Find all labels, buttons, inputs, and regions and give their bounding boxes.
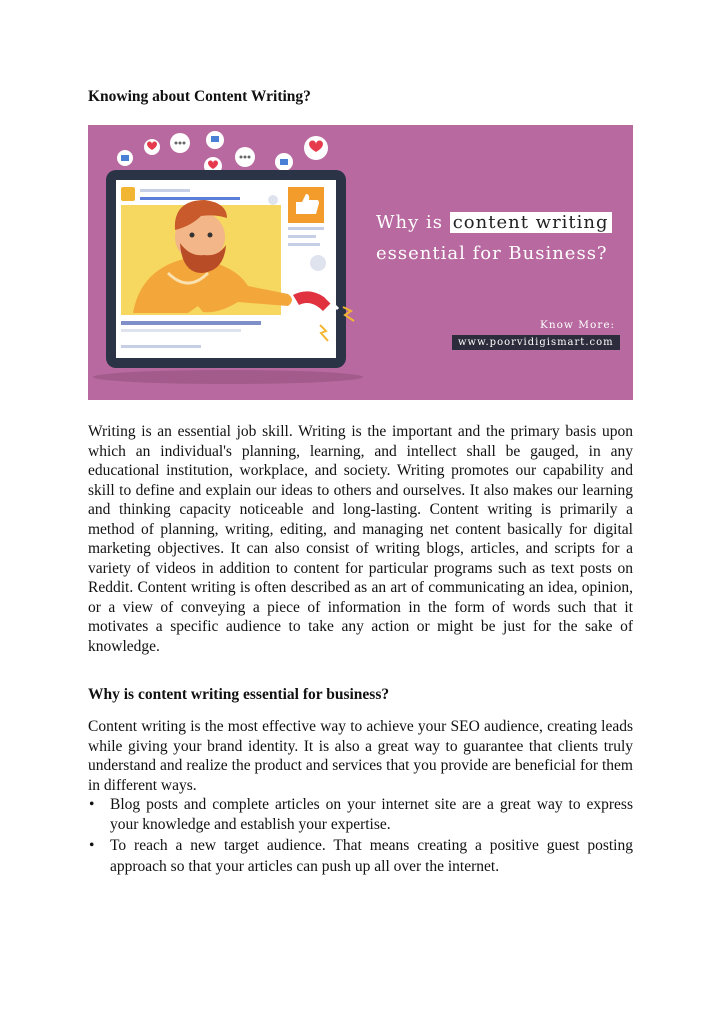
list-item <box>88 835 633 877</box>
bullet-icon: • <box>89 837 95 854</box>
section-heading: Why is content writing essential for business? <box>88 686 390 703</box>
banner-title-prefix: Why is <box>376 212 443 233</box>
page-title: Knowing about Content Writing? <box>88 88 311 105</box>
list-item-text: Blog posts and complete articles on your internet site are a great way to express your knowledge and establish your expertise. <box>110 796 633 833</box>
benefit-list <box>88 795 633 878</box>
list-item <box>88 795 633 834</box>
section-paragraph: Content writing is the most effective way to achieve your SEO audience, creating leads while giving your brand identity. It is also a great way to guarantee that clients truly understand and realize the product and services that you provide are beneficial for them in different ways. <box>88 718 633 794</box>
list-item-text: To reach a new target audience. That means creating a positive guest posting approach so that your articles can push up all over the internet. <box>110 837 633 875</box>
banner-image <box>88 125 633 400</box>
intro-paragraph: Writing is an essential job skill. Writing is the important and the primary basis upon which an individual's planning, learning, and intellect shall be gauged, in any educational institution, workplace, and society. Writing promotes our capability and skill to define and explain our ideas to others and ourselves. It also makes our learning and thinking capacity noticeable and long-lasting. Content writing is primarily a method of planning, writing, editing, and managing net content basically for digital marketing objectives. It can also consist of writing blogs, articles, and scripts for a variety of videos in addition to content for particular programs such as text posts on Reddit. Content writing is often described as an art of communicating an idea, opinion, or a view of conveying a piece of information in the form of words such that it motivates a specific audience to take any action or might be just for the sake of knowledge. <box>88 423 633 655</box>
banner-title-suffix: essential for Business? <box>376 243 608 264</box>
banner-title-highlight: content writing <box>450 212 612 233</box>
know-more-label: Know More: <box>540 319 616 331</box>
banner-title <box>376 207 626 269</box>
bullet-icon: • <box>89 796 95 813</box>
website-url: www.poorvidigismart.com <box>452 335 620 350</box>
